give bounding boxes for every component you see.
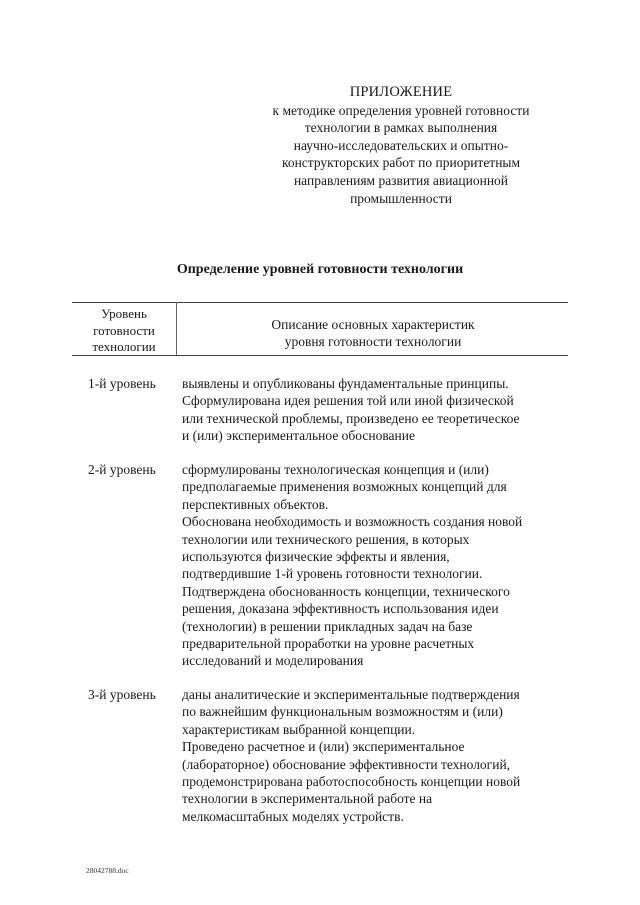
document-title: Определение уровней готовности технологии bbox=[176, 262, 464, 277]
description-line: даны аналитические и экспериментальные подтверждения bbox=[182, 687, 520, 702]
header-description-line: уровня готовности технологии bbox=[284, 334, 462, 349]
description-line: технологии или технического решения, в которых bbox=[182, 531, 470, 547]
description-line: технологии в экспериментальной работе на bbox=[182, 791, 433, 807]
appendix-line: конструкторских работ по приоритетным bbox=[281, 155, 521, 171]
description-line: перспективных объектов. bbox=[182, 496, 329, 512]
level-label: 1-й уровень bbox=[88, 376, 156, 391]
level-label: 2-й уровень bbox=[88, 462, 156, 477]
description-line: мелкомасштабных моделях устройств. bbox=[182, 808, 404, 824]
level-description bbox=[182, 461, 574, 670]
level-description bbox=[182, 686, 574, 825]
description-line: Проведено расчетное и (или) экспериментальное bbox=[182, 739, 465, 755]
file-name-footer: 28042788.doc bbox=[86, 866, 129, 875]
appendix-line: направлениям развития авиационной bbox=[293, 172, 509, 188]
description-line: сформулированы технологическая концепция и (или) bbox=[182, 462, 489, 477]
appendix-heading: ПРИЛОЖЕНИЕ bbox=[349, 84, 453, 100]
description-line: подтвердившие 1-й уровень готовности технологии. bbox=[182, 566, 483, 582]
header-level-line: Уровень bbox=[101, 306, 147, 321]
description-line: решения, доказана эффективность использования идеи bbox=[182, 601, 499, 617]
table-column-divider bbox=[176, 302, 177, 356]
appendix-line: к методике определения уровней готовности bbox=[272, 102, 530, 118]
description-line: Подтверждена обоснованность концепции, технического bbox=[182, 583, 510, 599]
description-line: по важнейшим функциональным возможностям и (или) bbox=[182, 704, 503, 720]
appendix-line: промышленности bbox=[350, 190, 452, 206]
description-line: исследований и моделирования bbox=[182, 653, 364, 669]
description-line: предварительной проработки на уровне расчетных bbox=[182, 636, 475, 652]
header-description bbox=[178, 316, 568, 350]
description-line: предполагаемые применения возможных концепций для bbox=[182, 479, 507, 495]
description-line: или технической проблемы, произведено ее теоретическое bbox=[182, 410, 520, 426]
table-header-rule bbox=[72, 355, 568, 356]
description-line: (лабораторное) обоснование эффективности технологий, bbox=[182, 756, 511, 772]
header-level-line: готовности bbox=[93, 322, 155, 338]
description-line: используются физические эффекты и явления, bbox=[182, 549, 450, 565]
description-line: Сформулирована идея решения той или иной физической bbox=[182, 393, 514, 409]
header-level-line: технологии bbox=[92, 339, 156, 354]
level-label: 3-й уровень bbox=[88, 687, 156, 702]
table-top-rule bbox=[72, 302, 568, 303]
appendix-line: научно-исследовательских и опытно- bbox=[293, 137, 509, 153]
header-level bbox=[74, 306, 174, 356]
appendix-block bbox=[236, 84, 566, 207]
header-description-line: Описание основных характеристик bbox=[271, 317, 475, 332]
level-description bbox=[182, 375, 574, 445]
description-line: продемонстрирована работоспособность концепции новой bbox=[182, 774, 521, 790]
description-line: выявлены и опубликованы фундаментальные принципы. bbox=[182, 376, 509, 391]
description-line: и (или) экспериментальное обоснование bbox=[182, 428, 415, 444]
description-line: характеристикам выбранной концепции. bbox=[182, 721, 416, 737]
description-line: Обоснована необходимость и возможность создания новой bbox=[182, 514, 523, 530]
description-line: (технологии) в решении прикладных задач на базе bbox=[182, 618, 473, 634]
appendix-line: технологии в рамках выполнения bbox=[304, 120, 498, 136]
